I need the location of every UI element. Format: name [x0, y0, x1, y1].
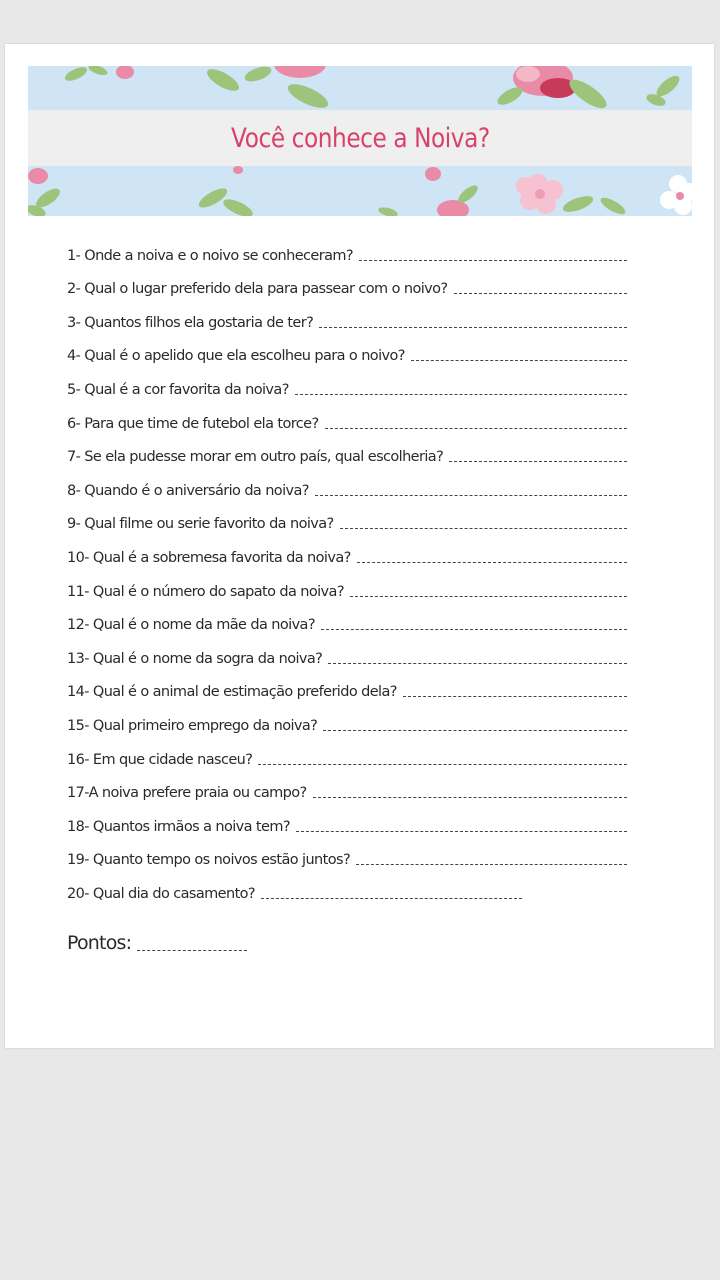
answer-line[interactable]: [350, 596, 627, 597]
list-item: [67, 465, 627, 499]
score-answer-line[interactable]: [137, 950, 247, 951]
question-text: 4- Qual é o apelido que ela escolheu para o noivo?: [67, 348, 405, 365]
floral-header-banner: [28, 66, 692, 216]
answer-line[interactable]: [403, 696, 627, 697]
question-text: 1- Onde a noiva e o noivo se conheceram?: [67, 247, 354, 264]
list-item: [67, 297, 627, 331]
list-item: [67, 432, 627, 466]
answer-line[interactable]: [295, 394, 627, 395]
question-text: 13- Qual é o nome da sogra da noiva?: [67, 650, 323, 667]
leaf-icon: [63, 66, 683, 113]
question-text: 9- Qual filme ou serie favorito da noiva?: [67, 516, 334, 533]
answer-line[interactable]: [454, 293, 628, 294]
question-text: 18- Quantos irmãos a noiva tem?: [67, 818, 290, 835]
question-text: 16- Em que cidade nasceu?: [67, 751, 253, 768]
list-item: [67, 331, 627, 365]
answer-line[interactable]: [321, 629, 627, 630]
question-text: 11- Qual é o número do sapato da noiva?: [67, 583, 344, 600]
answer-line[interactable]: [319, 327, 627, 328]
score-label: Pontos:: [67, 932, 132, 954]
question-text: 6- Para que time de futebol ela torce?: [67, 415, 319, 432]
answer-line[interactable]: [323, 730, 627, 731]
question-text: 14- Qual é o animal de estimação preferido dela?: [67, 684, 397, 701]
answer-line[interactable]: [357, 562, 627, 563]
question-text: 10- Qual é a sobremesa favorita da noiva?: [67, 549, 351, 566]
question-text: 17-A noiva prefere praia ou campo?: [67, 785, 307, 802]
list-item: [67, 499, 627, 533]
list-item: [67, 364, 627, 398]
list-item: [67, 768, 627, 802]
answer-line[interactable]: [313, 797, 627, 798]
page-title: Você conhece a Noiva?: [230, 122, 490, 154]
answer-line[interactable]: [261, 898, 522, 899]
list-item: [67, 600, 627, 634]
blossom-icon: [516, 174, 563, 214]
list-item: [67, 667, 627, 701]
document-page: [5, 44, 714, 1048]
answer-line[interactable]: [258, 764, 627, 765]
question-text: 20- Qual dia do casamento?: [67, 885, 256, 902]
answer-line[interactable]: [449, 461, 627, 462]
answer-line[interactable]: [328, 663, 627, 664]
question-text: 2- Qual o lugar preferido dela para passear com o noivo?: [67, 281, 448, 298]
question-text: 5- Qual é a cor favorita da noiva?: [67, 381, 289, 398]
list-item: [67, 868, 522, 902]
question-text: 12- Qual é o nome da mãe da noiva?: [67, 617, 315, 634]
question-text: 8- Quando é o aniversário da noiva?: [67, 482, 309, 499]
list-item: [67, 264, 627, 298]
list-item: [67, 835, 627, 869]
question-list: [67, 230, 627, 902]
question-text: 7- Se ela pudesse morar em outro país, qual escolheria?: [67, 449, 444, 466]
list-item: [67, 633, 627, 667]
answer-line[interactable]: [315, 495, 627, 496]
list-item: [67, 801, 627, 835]
question-text: 15- Qual primeiro emprego da noiva?: [67, 717, 318, 734]
list-item: [67, 532, 627, 566]
list-item: [67, 230, 627, 264]
question-text: 3- Quantos filhos ela gostaria de ter?: [67, 314, 314, 331]
title-strip: [28, 110, 692, 166]
list-item: [67, 398, 627, 432]
answer-line[interactable]: [296, 831, 627, 832]
answer-line[interactable]: [411, 360, 627, 361]
question-text: 19- Quanto tempo os noivos estão juntos?: [67, 852, 351, 869]
score-field: [67, 932, 247, 954]
answer-line[interactable]: [325, 428, 627, 429]
list-item: [67, 566, 627, 600]
answer-line[interactable]: [359, 260, 627, 261]
list-item: [67, 734, 627, 768]
list-item: [67, 700, 627, 734]
white-flower-icon: [660, 175, 692, 215]
answer-line[interactable]: [356, 864, 627, 865]
answer-line[interactable]: [340, 528, 627, 529]
